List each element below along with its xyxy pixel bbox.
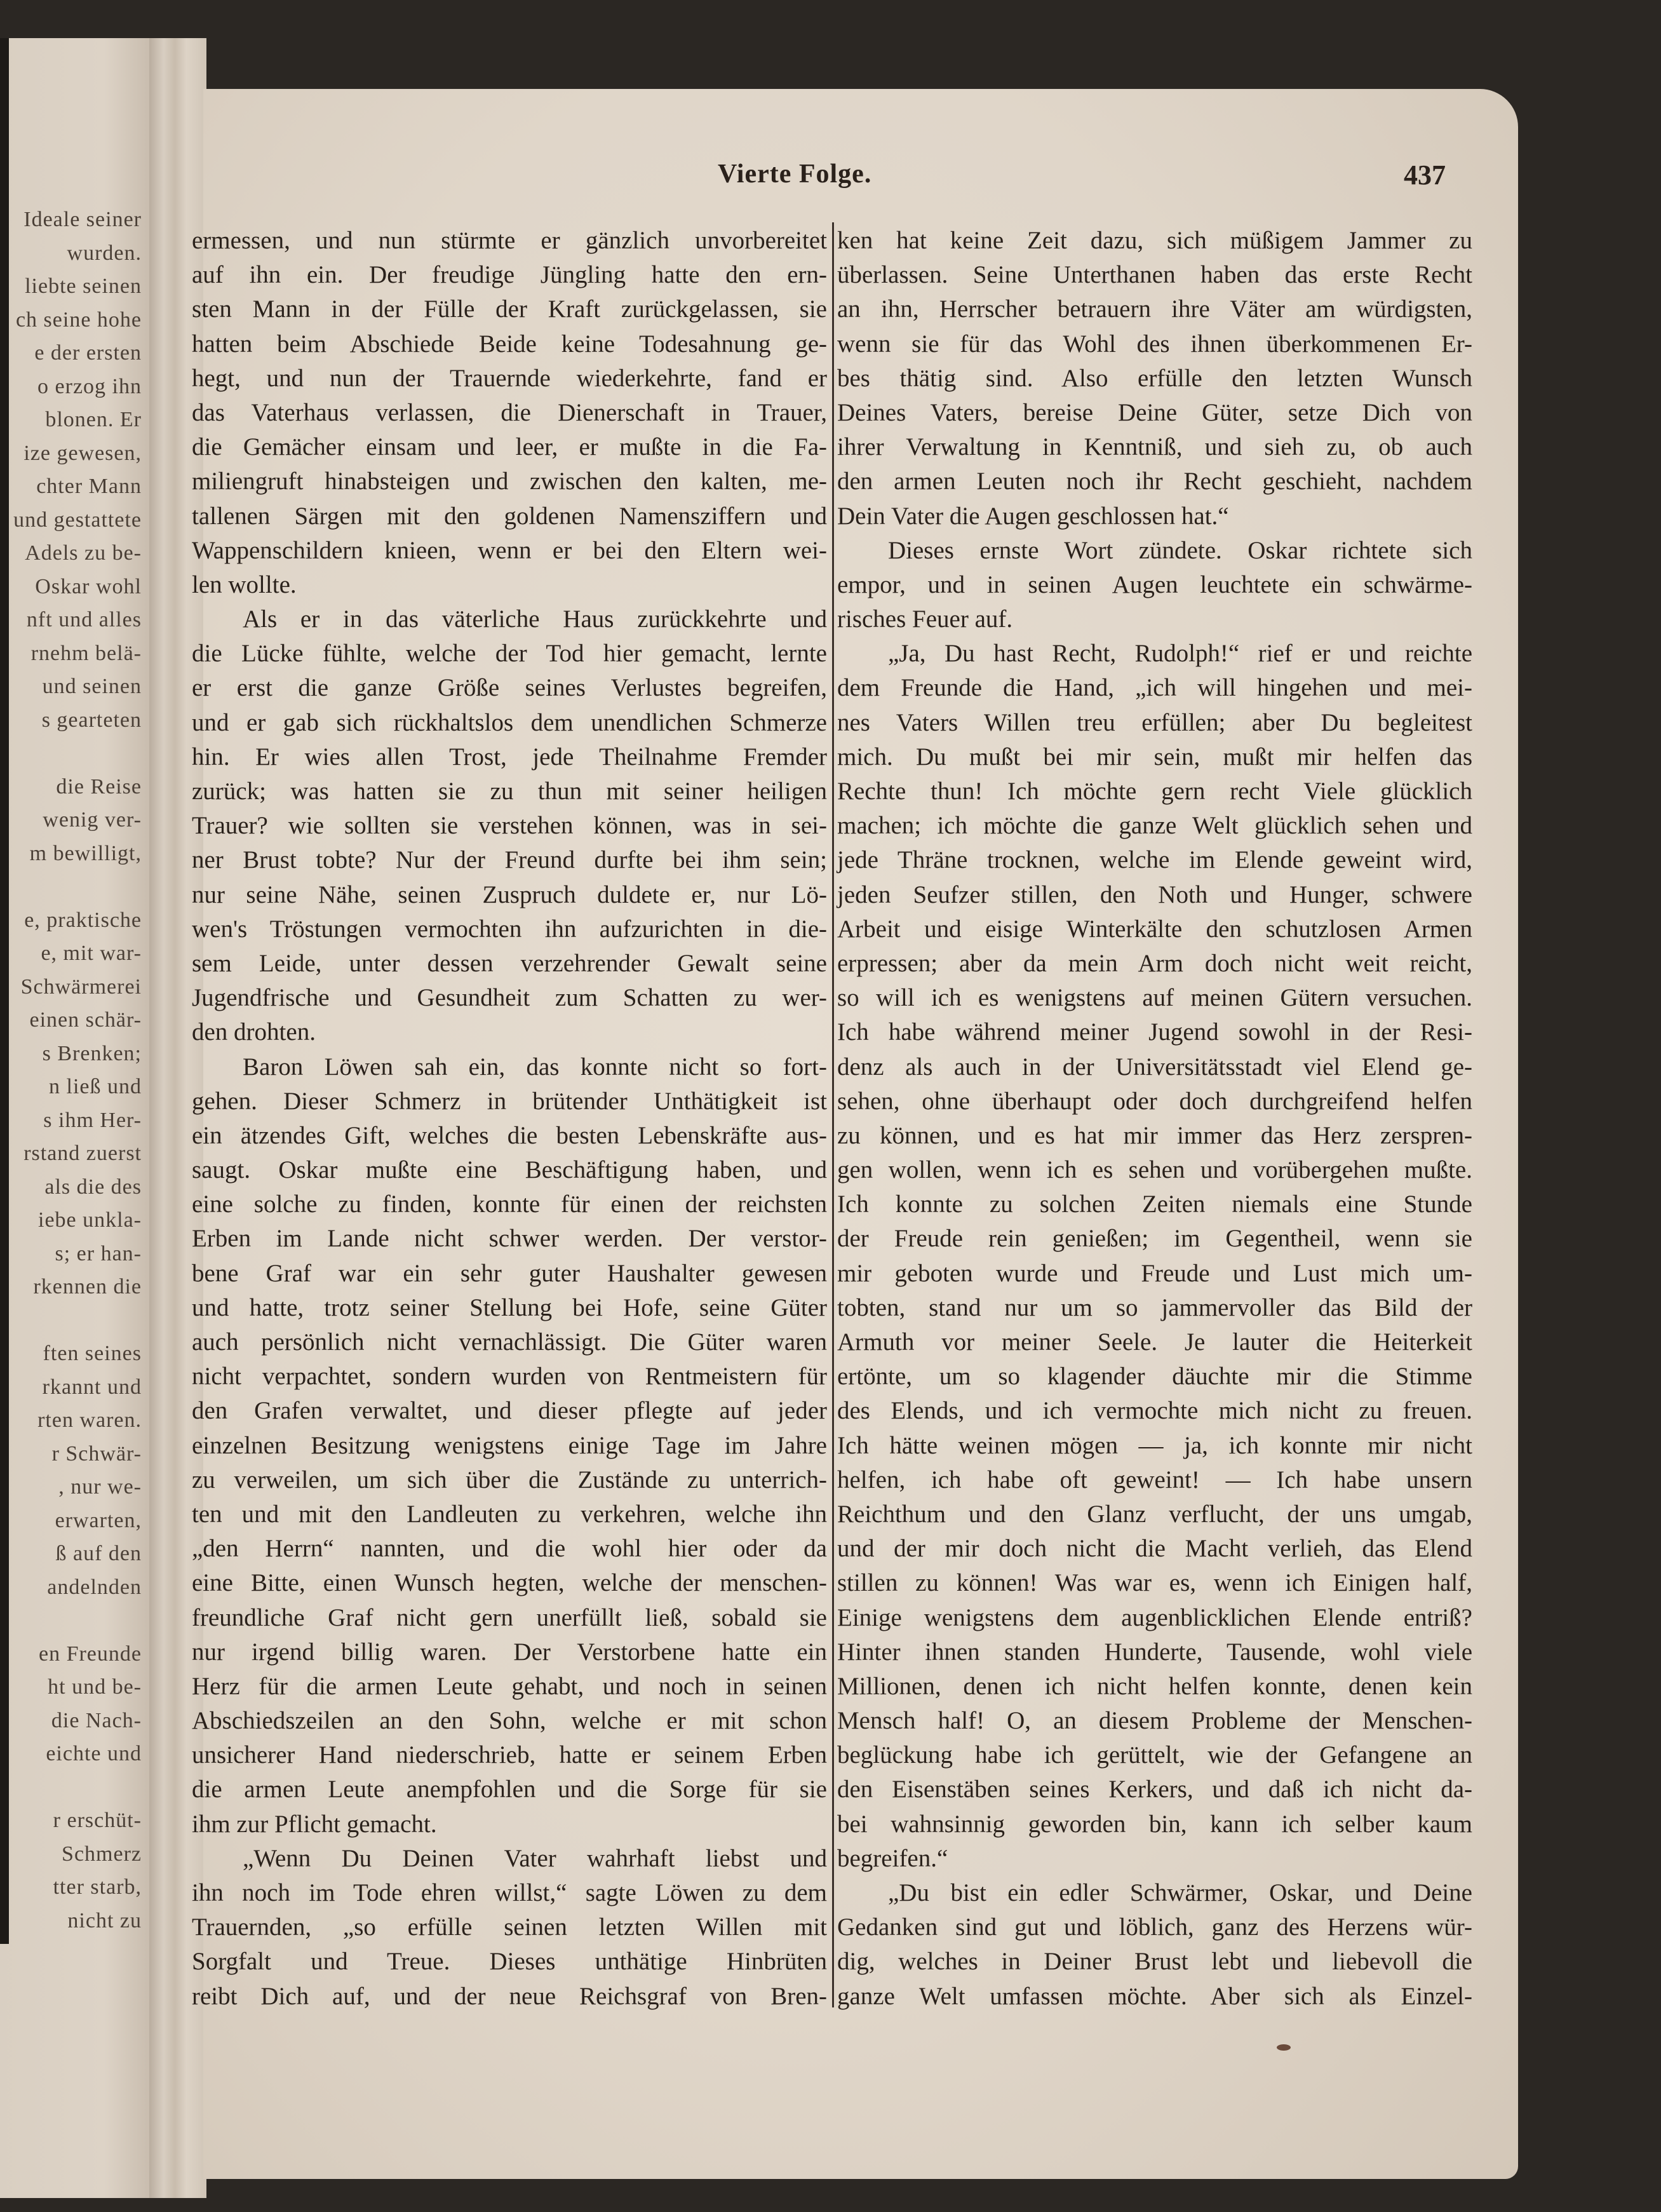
text-line: und hatte, trotz seiner Stellung bei Hofe, seine Güter xyxy=(192,1293,827,1321)
paragraph xyxy=(837,534,1472,637)
text-line: mich. Du mußt bei mir sein, mußt mir helfen das xyxy=(837,743,1472,771)
text-line: die Gemächer einsam und leer, er mußte in die Fa- xyxy=(192,433,827,461)
text-line: zu verweilen, um sich über die Zustände zu unterrich- xyxy=(192,1466,827,1494)
text-line: Hinter ihnen standen Hunderte, Tausende, wohl viele xyxy=(837,1638,1472,1666)
text-line: gehen. Dieser Schmerz in brütender Unthätigkeit ist xyxy=(192,1087,827,1115)
text-line: zu können, und es hat mir immer das Herz zerspren- xyxy=(837,1121,1472,1149)
text-line: eine solche zu finden, konnte für einen der reichsten xyxy=(192,1190,827,1218)
text-line: Baron Löwen sah ein, das konnte nicht so fort- xyxy=(243,1053,827,1081)
ink-blot xyxy=(1277,2044,1291,2051)
text-line: die Lücke fühlte, welche der Tod hier gemacht, lernte xyxy=(192,640,827,668)
text-line: jede Thräne trocknen, welche im Elende geweint wird, xyxy=(837,846,1472,874)
fragment-line: r erschüt- xyxy=(53,1809,142,1832)
fragment-line: tter starb, xyxy=(53,1875,142,1899)
text-line: beglückung habe ich gerüttelt, wie der Gefangene an xyxy=(837,1741,1472,1769)
text-line: ermessen, und nun stürmte er gänzlich unvorbereitet xyxy=(192,227,827,254)
text-line: überlassen. Seine Unterthanen haben das erste Recht xyxy=(837,261,1472,289)
text-line: Wappenschildern knieen, wenn er bei den Eltern wei- xyxy=(192,536,827,564)
text-line: begreifen.“ xyxy=(837,1844,948,1872)
text-line: Rechte thun! Ich möchte gern recht Viele glücklich xyxy=(837,778,1472,805)
text-line: jeden Seufzer stillen, den Noth und Hunger, schwere xyxy=(837,880,1472,908)
fragment-line: s; er han- xyxy=(55,1241,142,1265)
text-line: Millionen, denen ich nicht helfen konnte, denen kein xyxy=(837,1672,1472,1700)
text-line: „Wenn Du Deinen Vater wahrhaft liebst und xyxy=(243,1844,827,1872)
paragraph xyxy=(837,1876,1472,2014)
text-line: wen's Tröstungen vermochten ihn aufzurichten in die- xyxy=(192,915,827,943)
fragment-line: Schwärmerei xyxy=(20,974,142,999)
text-line: nicht verpachtet, sondern wurden von Rentmeistern für xyxy=(192,1363,827,1391)
fragment-line: blonen. Er xyxy=(45,408,142,431)
text-line: „den Herrn“ nannten, und die wohl hier oder da xyxy=(192,1535,827,1563)
fragment-line: ften seines xyxy=(43,1342,142,1365)
fragment-line xyxy=(0,870,142,904)
text-line: Sorgfalt und Treue. Dieses unthätige Hinbrüten xyxy=(192,1948,827,1976)
text-line: so will ich es wenigstens auf meinen Gütern versuchen. xyxy=(837,984,1472,1012)
column-divider xyxy=(832,222,834,2007)
text-line: an ihn, Herrscher betrauern ihre Väter am würdigsten, xyxy=(837,295,1472,323)
text-line: Abschiedszeilen an den Sohn, welche er mit schon xyxy=(192,1707,827,1735)
text-line: bene Graf war ein sehr guter Haushalter gewesen xyxy=(192,1259,827,1287)
right-text-column xyxy=(837,224,1472,2014)
fragment-line xyxy=(0,1304,142,1338)
fragment-line xyxy=(0,1604,142,1638)
text-line: zurück; was hatten sie zu thun mit seiner heiligen xyxy=(192,778,827,805)
text-line: risches Feuer auf. xyxy=(837,605,1013,633)
fragment-line: rnehm belä- xyxy=(30,641,142,665)
text-line: ertönte, um so klagender däuchte mir die Stimme xyxy=(837,1363,1472,1391)
paragraph xyxy=(192,1050,827,1842)
fragment-line: wenig ver- xyxy=(43,808,142,832)
text-line: ner Brust tobte? Nur der Freund durfte bei ihm sein; xyxy=(192,846,827,874)
text-line: „Du bist ein edler Schwärmer, Oskar, und Deine xyxy=(888,1879,1472,1906)
text-line: einzelnen Besitzung wenigstens einige Tage im Jahre xyxy=(192,1431,827,1459)
fragment-line: nicht zu xyxy=(67,1908,142,1932)
paragraph xyxy=(837,224,1472,534)
text-line: Jugendfrische und Gesundheit zum Schatten zu wer- xyxy=(192,984,827,1012)
running-title: Vierte Folge. xyxy=(718,159,872,189)
text-line: hegt, und nun der Trauernde wiederkehrte, fand er xyxy=(192,364,827,392)
text-line: auf ihn ein. Der freudige Jüngling hatte den ern- xyxy=(192,261,827,289)
fragment-line: Schmerz xyxy=(62,1842,142,1866)
text-line: gen wollen, wenn ich es sehen und vorübergehen mußte. xyxy=(837,1156,1472,1184)
fragment-line: Oskar wohl xyxy=(35,574,142,598)
text-line: Ich konnte zu solchen Zeiten niemals eine Stunde xyxy=(837,1190,1472,1218)
fragment-line xyxy=(0,737,142,771)
text-line: miliengruft hinabsteigen und zwischen den kalten, me- xyxy=(192,468,827,496)
text-line: Dein Vater die Augen geschlossen hat.“ xyxy=(837,502,1229,530)
text-line: ihn noch im Tode ehren willst,“ sagte Löwen zu dem xyxy=(192,1879,827,1906)
fragment-line: und gestattete xyxy=(13,508,142,532)
text-line: er erst die ganze Größe seines Verlustes begreifen, xyxy=(192,674,827,702)
fragment-line: s ihm Her- xyxy=(43,1108,142,1132)
text-line: ken hat keine Zeit dazu, sich müßigem Jammer zu xyxy=(837,227,1472,254)
text-line: saugt. Oskar mußte eine Beschäftigung haben, und xyxy=(192,1156,827,1184)
text-line: nur seine Nähe, seinen Zuspruch duldete er, nur Lö- xyxy=(192,880,827,908)
text-line: auch persönlich nicht vernachlässigt. Die Güter waren xyxy=(192,1328,827,1356)
previous-page-edge xyxy=(0,38,9,1944)
fragment-line: ize gewesen, xyxy=(24,441,142,465)
text-line: hatten beim Abschiede Beide keine Todesahnung ge- xyxy=(192,330,827,358)
paragraph xyxy=(837,637,1472,1876)
text-line: unsicherer Hand niederschrieb, hatte er seinem Erben xyxy=(192,1741,827,1769)
fragment-line: ch seine hohe xyxy=(15,307,142,332)
fragment-line: e, praktische xyxy=(24,908,142,932)
text-line: ihrer Verwaltung in Kenntniß, und sieh zu, ob auch xyxy=(837,433,1472,461)
text-line: den Eisenstäben seines Kerkers, und daß ich nicht da- xyxy=(837,1776,1472,1804)
text-line: Deines Vaters, bereise Deine Güter, setze Dich von xyxy=(837,398,1472,426)
text-line: des Elends, und ich vermochte mich nicht zu freuen. xyxy=(837,1397,1472,1425)
fragment-line: und seinen xyxy=(42,675,142,698)
fragment-line: rstand zuerst xyxy=(24,1142,142,1165)
text-line: und er gab sich rückhaltslos dem unendlichen Schmerze xyxy=(192,708,827,736)
text-line: Gedanken sind gut und löblich, ganz des Herzens wür- xyxy=(837,1913,1472,1941)
text-line: sem Leide, unter dessen verzehrender Gewalt seine xyxy=(192,949,827,977)
text-line: Arbeit und eisige Winterkälte den schutzlosen Armen xyxy=(837,915,1472,943)
fragment-line: eichte und xyxy=(46,1742,142,1765)
text-line: bes thätig sind. Also erfülle den letzten Wunsch xyxy=(837,364,1472,392)
fragment-line: m bewilligt, xyxy=(29,841,142,865)
text-line: sehen, ohne überhaupt oder doch durchgreifend helfen xyxy=(837,1087,1472,1115)
text-line: reibt Dich auf, und der neue Reichsgraf von Bren- xyxy=(192,1982,827,2010)
fragment-line: o erzog ihn xyxy=(37,374,142,398)
text-line: Einige wenigstens dem augenblicklichen Elende entriß? xyxy=(837,1603,1472,1631)
previous-page-text-fragment xyxy=(0,203,142,1938)
fragment-line: en Freunde xyxy=(38,1642,142,1666)
fragment-line: einen schär- xyxy=(29,1008,142,1032)
fragment-line: chter Mann xyxy=(36,475,142,498)
fragment-line: Ideale seiner xyxy=(24,208,142,231)
text-line: dem Freunde die Hand, „ich will hingehen und mei- xyxy=(837,674,1472,702)
text-line: ganze Welt umfassen möchte. Aber sich als Einzel- xyxy=(837,1982,1472,2010)
fragment-line: wurden. xyxy=(67,241,142,265)
text-line: die armen Leute anempfohlen und die Sorge für sie xyxy=(192,1776,827,1804)
text-line: Reichthum und den Glanz verflucht, der uns umgab, xyxy=(837,1500,1472,1528)
page-number: 437 xyxy=(1404,159,1446,191)
text-line: „Ja, Du hast Recht, Rudolph!“ rief er und reichte xyxy=(888,640,1472,668)
text-line: und der mir doch nicht die Macht verlieh, das Elend xyxy=(837,1535,1472,1563)
text-line: Trauernden, „so erfülle seinen letzten Willen mit xyxy=(192,1913,827,1941)
text-line: Erben im Lande nicht schwer werden. Der verstor- xyxy=(192,1225,827,1253)
fragment-line: e, mit war- xyxy=(41,941,142,965)
fragment-line: ht und be- xyxy=(48,1675,142,1699)
fragment-line xyxy=(0,1771,142,1805)
fragment-line: , nur we- xyxy=(58,1475,142,1499)
text-line: den drohten. xyxy=(192,1018,316,1046)
text-line: hin. Er wies allen Trost, jede Theilnahme Fremder xyxy=(192,743,827,771)
text-line: len wollte. xyxy=(192,570,297,598)
text-line: tobten, stand nur um so jammervoller das Bild der xyxy=(837,1293,1472,1321)
text-line: Herz für die armen Leute gehabt, und noch in seinen xyxy=(192,1672,827,1700)
text-line: Ich hätte weinen mögen — ja, ich konnte mir nicht xyxy=(837,1431,1472,1459)
paragraph xyxy=(192,602,827,1049)
text-line: Trauer? wie sollten sie verstehen können, was in sei- xyxy=(192,812,827,840)
text-line: ihm zur Pflicht gemacht. xyxy=(192,1810,437,1838)
fragment-line: r Schwär- xyxy=(51,1441,142,1466)
text-line: tallenen Särgen mit den goldenen Namensziffern und xyxy=(192,502,827,530)
text-line: das Vaterhaus verlassen, die Dienerschaft in Trauer, xyxy=(192,398,827,426)
text-line: Mensch half! O, an diesem Probleme der Menschen- xyxy=(837,1707,1472,1735)
text-line: nur irgend billig waren. Der Verstorbene hatte ein xyxy=(192,1638,827,1666)
text-line: dig, welches in Deiner Brust lebt und liebevoll die xyxy=(837,1948,1472,1976)
text-line: ten und mit den Landleuten zu verkehren, welche ihn xyxy=(192,1500,827,1528)
fragment-line: s Brenken; xyxy=(42,1041,142,1065)
fragment-line: n ließ und xyxy=(49,1075,142,1098)
text-line: eine Bitte, einen Wunsch hegten, welche der menschen- xyxy=(192,1569,827,1597)
paragraph xyxy=(192,1842,827,2014)
text-line: mir geboten wurde und Freude und Lust mich um- xyxy=(837,1259,1472,1287)
fragment-line: als die des xyxy=(44,1175,142,1199)
text-line: machen; ich möchte die ganze Welt glücklich sehen und xyxy=(837,812,1472,840)
text-line: Als er in das väterliche Haus zurückkehrte und xyxy=(243,605,827,633)
paragraph xyxy=(192,224,827,602)
text-line: Dieses ernste Wort zündete. Oskar richtete sich xyxy=(888,536,1472,564)
text-line: den Grafen verwaltet, und dieser pflegte auf jeder xyxy=(192,1397,827,1425)
text-line: bei wahnsinnig geworden bin, kann ich selber kaum xyxy=(837,1810,1472,1838)
fragment-line: die Reise xyxy=(56,774,142,799)
fragment-line: ß auf den xyxy=(55,1542,142,1565)
fragment-line: s gearteten xyxy=(41,708,142,732)
text-line: ein ätzendes Gift, welches die besten Lebenskräfte aus- xyxy=(192,1121,827,1149)
text-line: Ich habe während meiner Jugend sowohl in der Resi- xyxy=(837,1018,1472,1046)
text-line: sten Mann in der Fülle der Kraft zurückgelassen, sie xyxy=(192,295,827,323)
text-line: Armuth vor meiner Seele. Je lauter die Heiterkeit xyxy=(837,1328,1472,1356)
fragment-line: rkennen die xyxy=(33,1275,142,1298)
fragment-line: liebte seinen xyxy=(25,274,142,298)
fragment-line: rten waren. xyxy=(37,1408,142,1432)
fragment-line: e der ersten xyxy=(34,341,142,365)
text-line: den armen Leuten noch ihr Recht geschieht, nachdem xyxy=(837,468,1472,496)
left-text-column xyxy=(192,224,827,2014)
fragment-line: andelnden xyxy=(47,1575,142,1599)
text-line: helfen, ich habe oft geweint! — Ich habe unsern xyxy=(837,1466,1472,1494)
text-line: empor, und in seinen Augen leuchtete ein schwärme- xyxy=(837,570,1472,598)
previous-page xyxy=(0,38,149,2198)
fragment-line: die Nach- xyxy=(51,1708,142,1732)
text-line: denz als auch in der Universitätsstadt viel Elend ge- xyxy=(837,1053,1472,1081)
text-line: nes Vaters Willen treu erfüllen; aber Du begleitest xyxy=(837,708,1472,736)
fragment-line: iebe unkla- xyxy=(38,1208,142,1232)
text-line: freundliche Graf nicht gern unerfüllt ließ, sobald sie xyxy=(192,1603,827,1631)
fragment-line: Adels zu be- xyxy=(25,541,142,565)
text-line: der Freude rein genießen; im Gegentheil, wenn sie xyxy=(837,1225,1472,1253)
text-line: stillen zu können! Was war es, wenn ich Einigen half, xyxy=(837,1569,1472,1597)
text-line: erpressen; aber da mein Arm doch nicht weit reicht, xyxy=(837,949,1472,977)
fragment-line: nft und alles xyxy=(26,608,142,631)
text-line: wenn sie für das Wohl des ihnen überkommenen Er- xyxy=(837,330,1472,358)
fragment-line: rkannt und xyxy=(42,1375,142,1399)
fragment-line: erwarten, xyxy=(55,1508,142,1532)
